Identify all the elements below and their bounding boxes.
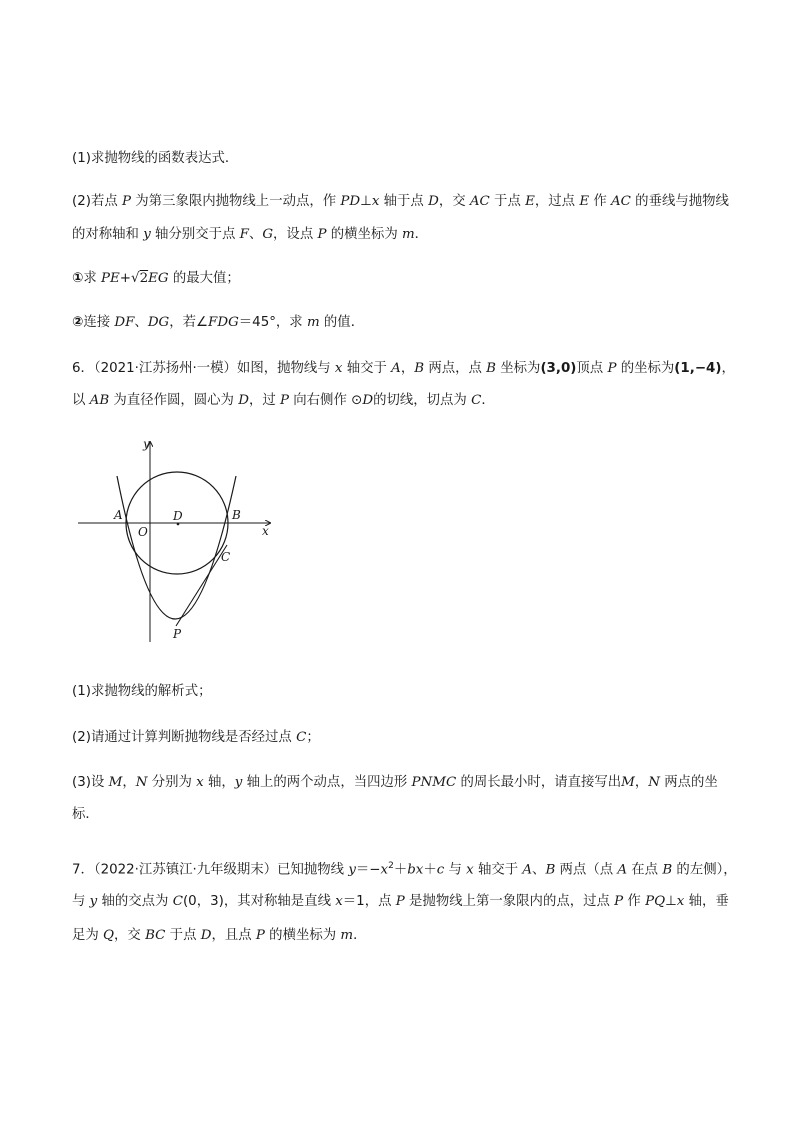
center-dot-D xyxy=(177,523,180,526)
q5-part1: (1)求抛物线的函数表达式． xyxy=(72,151,239,166)
tangent-line-PC xyxy=(176,545,227,626)
label-C: C xyxy=(221,550,231,564)
q6-part3-line2: 标． xyxy=(72,807,99,822)
q5-part2-line1: (2)若点 P 为第三象限内抛物线上一动点，作 PD⊥x 轴于点 D，交 AC 于点 E，过点 E 作 AC 的垂线与抛物线 xyxy=(72,194,729,209)
label-D: D xyxy=(173,509,183,523)
q6-part3-line1: (3)设 M，N 分别为 x 轴，y 轴上的两个动点，当四边形 PNMC 的周长最小时，请直接写出M，N 两点的坐 xyxy=(72,775,718,790)
q6-stem-line1: 6．（2021·江苏扬州·一模）如图，抛物线与 x 轴交于 A，B 两点，点 B 坐标为(3,0)顶点 P 的坐标为(1,−4)， xyxy=(72,361,735,376)
label-y: y xyxy=(143,437,150,451)
label-x: x xyxy=(262,524,269,538)
q5-sub1: ①求 PE+√2EG 的最大值； xyxy=(72,271,240,286)
q5-sub2: ②连接 DF、DG，若∠FDG＝45°，求 m 的值． xyxy=(72,315,365,330)
q6-stem-line2: 以 AB 为直径作圆，圆心为 D，过 P 向右侧作 ⊙D的切线，切点为 C． xyxy=(72,393,495,408)
q7-stem-line3: 足为 Q，交 BC 于点 D，且点 P 的横坐标为 m． xyxy=(72,928,367,943)
q7-stem-line1: 7．（2022·江苏镇江·九年级期末）已知抛物线 $y=-x^2+bx+c$ 与 x 轴交于 A、B 两点（点 A 在点 B 的左侧）， xyxy=(72,861,737,878)
q5-part2-line2: 的对称轴和 y 轴分别交于点 F、G，设点 P 的横坐标为 m． xyxy=(72,227,429,242)
label-P: P xyxy=(173,627,182,641)
figure-svg xyxy=(72,432,282,644)
parabola-circle-figure xyxy=(72,432,282,644)
label-B: B xyxy=(232,508,241,522)
q6-part1: (1)求抛物线的解析式； xyxy=(72,684,212,699)
q7-stem-line2: 与 y 轴的交点为 C(0，3)，其对称轴是直线 x＝1，点 P 是抛物线上第一象限内的点，过点 P 作 PQ⊥x 轴，垂 xyxy=(72,894,729,909)
label-O: O xyxy=(138,525,148,539)
parabola-curve xyxy=(117,476,236,619)
label-A: A xyxy=(114,508,123,522)
q6-part2: (2)请通过计算判断抛物线是否经过点 C； xyxy=(72,730,320,745)
